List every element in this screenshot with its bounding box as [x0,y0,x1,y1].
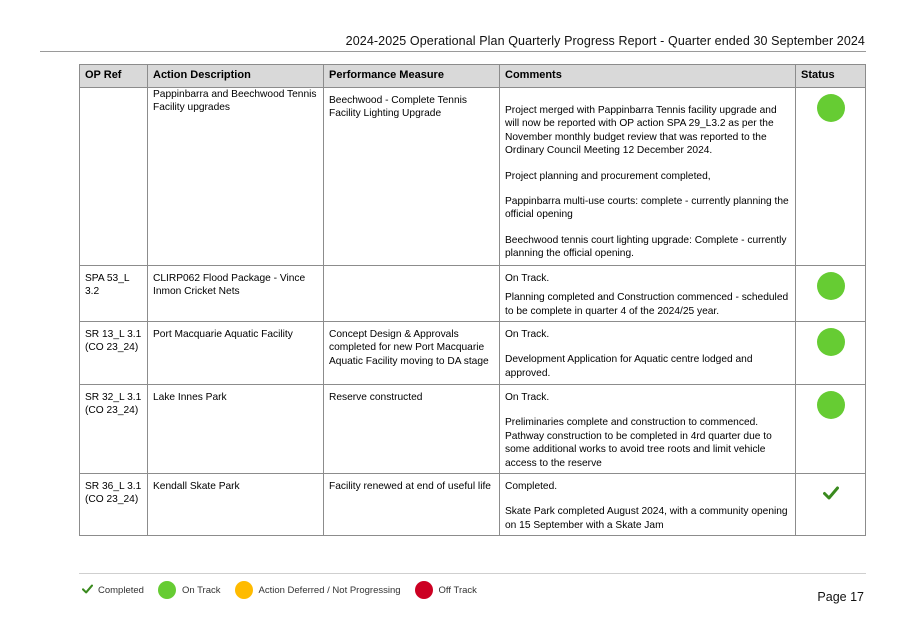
comment-text: Beechwood tennis court lighting upgrade: Complete - currently planning the official opening. [505,234,787,260]
comment-text: Completed. [505,481,558,492]
col-performance-measure: Performance Measure [324,65,500,88]
legend-item-deferred [235,581,401,599]
action-text: Kendall Skate Park [153,481,240,492]
action-cell [148,88,324,266]
progress-table [79,64,866,536]
status-cell [796,474,866,536]
comments-cell [500,266,796,322]
footer-divider [79,573,866,574]
measure-cell [324,266,500,322]
col-action-description: Action Description [148,65,324,88]
status-cell [796,88,866,266]
checkmark-icon [82,584,93,597]
op-ref-cell [80,88,148,266]
col-status: Status [796,65,866,88]
comment-text: On Track. [505,392,550,403]
measure-cell [324,385,500,474]
status-cell [796,266,866,322]
page-number: Page 17 [817,590,864,604]
table-row [80,322,866,385]
col-op-ref: OP Ref [80,65,148,88]
col-comments: Comments [500,65,796,88]
op-ref-cell: SR 13_L 3.1 (CO 23_24) [80,322,148,385]
action-text: Port Macquarie Aquatic Facility [153,329,293,340]
comment-text: Skate Park completed August 2024, with a community opening on 15 September with a Skate Jam [505,506,788,531]
legend-label: Completed [98,584,144,596]
header-divider [40,51,866,52]
on-track-status-icon [817,272,845,300]
legend-label: Action Deferred / Not Progressing [258,584,401,596]
op-ref-cell: SR 36_L 3.1 (CO 23_24) [80,474,148,536]
on-track-status-icon [817,328,845,356]
measure-text: Beechwood - Complete Tennis Facility Lighting Upgrade [329,95,467,120]
red-dot-icon [415,581,433,599]
comment-text: On Track. [505,329,550,340]
legend-label: Off Track [438,584,477,596]
action-cell [148,474,324,536]
action-text: Pappinbarra and Beechwood Tennis Facility upgrades [153,89,317,114]
report-header: 2024-2025 Operational Plan Quarterly Progress Report - Quarter ended 30 September 2024 [345,34,865,48]
table-row [80,88,866,266]
table-header-row [80,65,866,88]
amber-dot-icon [235,581,253,599]
op-ref-cell: SPA 53_L 3.2 [80,266,148,322]
measure-cell [324,88,500,266]
on-track-status-icon [817,94,845,122]
legend-label: On Track [181,584,221,596]
comment-text: Preliminaries complete and construction to commenced. Pathway construction to be completed in 4rd quarter due to some additional works to avoid tree roots and limit vehicle access to the reserve [505,417,772,469]
measure-cell [324,322,500,385]
table-row [80,266,866,322]
legend-item-off-track [415,581,477,599]
action-text: CLIRP062 Flood Package - Vince Inmon Cricket Nets [153,273,306,298]
checkmark-icon [823,486,839,504]
measure-text: Reserve constructed [329,392,423,403]
op-ref-cell: SR 32_L 3.1 (CO 23_24) [80,385,148,474]
table-row [80,385,866,474]
action-cell [148,266,324,322]
comment-text: Pappinbarra multi-use courts: complete - currently planning the official opening [505,196,789,221]
comments-cell [500,474,796,536]
green-dot-icon [158,581,176,599]
action-text: Lake Innes Park [153,392,227,403]
legend-item-completed [82,584,144,597]
status-legend [82,579,491,601]
status-cell [796,322,866,385]
comments-cell [500,322,796,385]
comment-text: Project planning and procurement completed, [505,170,711,182]
comment-text: Development Application for Aquatic centre lodged and approved. [505,354,753,379]
status-cell [796,385,866,474]
measure-cell [324,474,500,536]
comment-text: On Track. [505,273,550,284]
comments-cell [500,88,796,266]
comment-text: Planning completed and Construction commenced - scheduled to be complete in quarter 4 of the 2024/25 year. [505,292,789,317]
action-cell [148,322,324,385]
comment-text: Project merged with Pappinbarra Tennis facility upgrade and will now be reported with OP action SPA 29_L3.2 as per the November monthly budget review that was reported to the Ordinary Council Meeting 12 December 2024. [505,105,777,157]
on-track-status-icon [817,391,845,419]
legend-item-on-track [158,581,221,599]
action-cell [148,385,324,474]
measure-text: Facility renewed at end of useful life [329,481,491,492]
table-row [80,474,866,536]
measure-text: Concept Design & Approvals completed for new Port Macquarie Aquatic Facility moving to DA stage [329,329,489,367]
comments-cell [500,385,796,474]
